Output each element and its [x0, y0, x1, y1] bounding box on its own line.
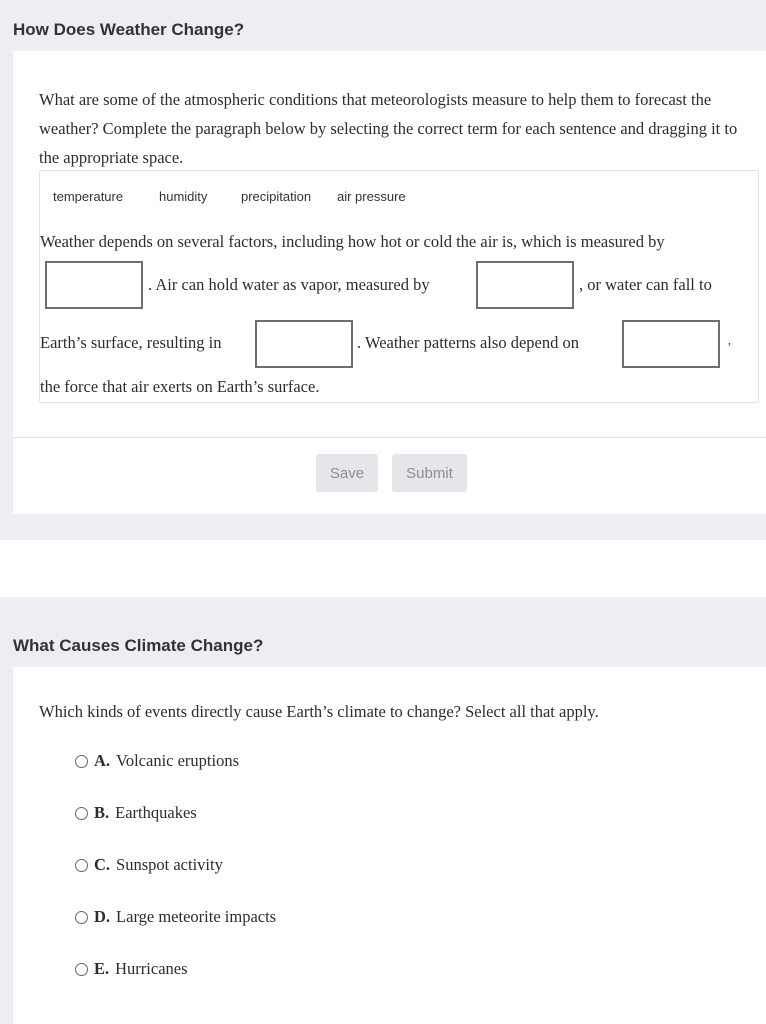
option-c[interactable] — [75, 855, 223, 875]
radio-button-d[interactable] — [75, 911, 88, 924]
paragraph-line2a: . Air can hold water as vapor, measured by — [148, 275, 430, 294]
paragraph-line3b: . Weather patterns also depend on — [357, 333, 579, 352]
save-button[interactable]: Save — [316, 454, 378, 492]
option-letter: D. — [94, 907, 111, 926]
drop-zone-4[interactable] — [622, 320, 720, 368]
option-letter: A. — [94, 751, 111, 770]
radio-button-b[interactable] — [75, 807, 88, 820]
term-air-pressure[interactable]: air pressure — [337, 189, 406, 204]
drop-zone-3[interactable] — [255, 320, 353, 368]
option-b[interactable] — [75, 803, 197, 823]
paragraph-line1: Weather depends on several factors, including how hot or cold the air is, which is measured by — [40, 232, 665, 251]
paragraph-line4: the force that air exerts on Earth’s surface. — [40, 377, 320, 396]
option-text: Hurricanes — [115, 959, 188, 978]
paragraph-line3c: , — [728, 333, 731, 347]
paragraph-line3a: Earth’s surface, resulting in — [40, 333, 222, 352]
option-d[interactable] — [75, 907, 276, 927]
radio-button-a[interactable] — [75, 755, 88, 768]
option-a[interactable] — [75, 751, 239, 771]
section1-card — [13, 51, 766, 514]
option-letter: C. — [94, 855, 111, 874]
section2-card — [13, 667, 766, 1024]
radio-button-c[interactable] — [75, 859, 88, 872]
option-letter: B. — [94, 803, 110, 822]
option-text: Large meteorite impacts — [116, 907, 277, 926]
option-text: Volcanic eruptions — [116, 751, 240, 770]
section1-title: How Does Weather Change? — [13, 20, 245, 39]
term-temperature[interactable]: temperature — [53, 189, 124, 204]
paragraph-line2b: , or water can fall to — [579, 275, 712, 294]
submit-button[interactable]: Submit — [392, 454, 467, 492]
option-letter: E. — [94, 959, 110, 978]
option-text: Earthquakes — [115, 803, 197, 822]
term-bank — [39, 170, 759, 403]
section2-prompt: Which kinds of events directly cause Earth’s climate to change? Select all that apply. — [39, 702, 599, 721]
section1-prompt: What are some of the atmospheric conditions that meteorologists measure to help them to forecast the weather? Complete the paragraph below by selecting the correct term for each sentence and dragging it to the appropriate space. — [39, 90, 738, 167]
section2-title: What Causes Climate Change? — [13, 636, 264, 655]
drop-zone-2[interactable] — [476, 261, 574, 309]
option-e[interactable] — [75, 959, 188, 979]
term-humidity[interactable]: humidity — [159, 189, 208, 204]
radio-button-e[interactable] — [75, 963, 88, 976]
option-text: Sunspot activity — [116, 855, 223, 874]
drop-zone-1[interactable] — [45, 261, 143, 309]
card-divider — [13, 437, 766, 438]
term-precipitation[interactable]: precipitation — [241, 189, 312, 204]
